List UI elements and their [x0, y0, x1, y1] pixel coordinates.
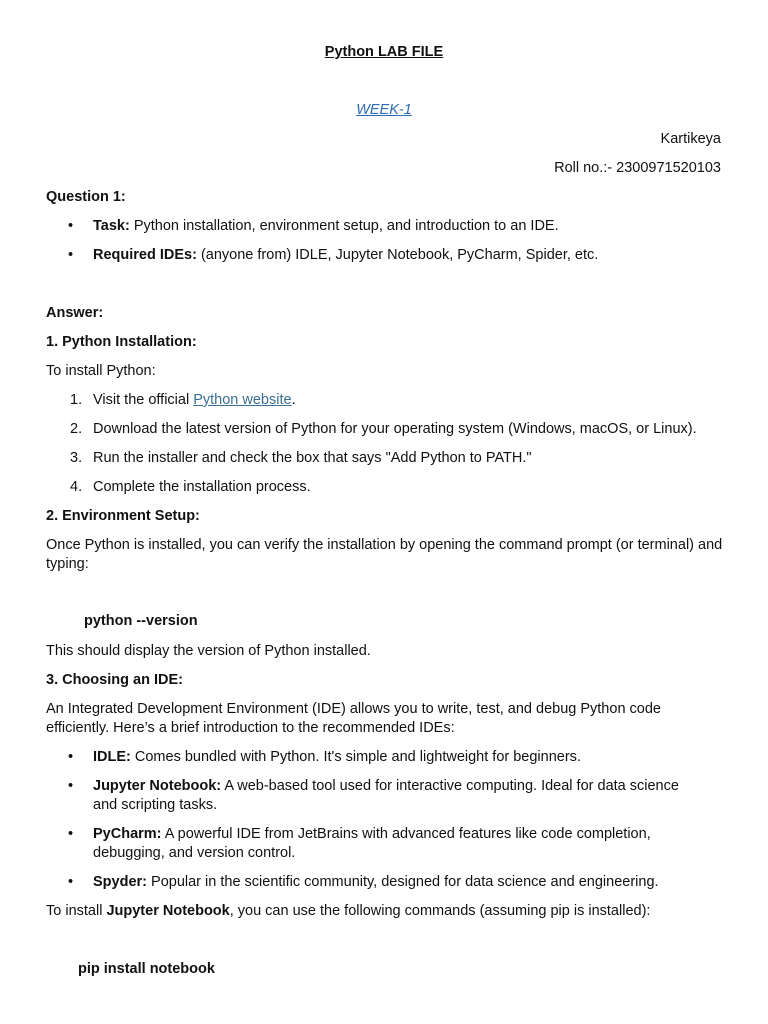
python-website-link[interactable]: Python website	[193, 392, 292, 408]
env-heading: 2. Environment Setup:	[46, 508, 200, 524]
jupyter-install-text: To install Jupyter Notebook, you can use the following commands (assuming pip is installed):	[46, 903, 651, 919]
bullet-marker: •	[68, 874, 74, 890]
document-page: Python LAB FILE WEEK-1 Kartikeya Roll no.:- 2300971520103 Question 1: • Task: Python installation, environment setup, and introduction to an IDE. • Required IDEs: (anyone from) IDLE, Jupyter Notebook, PyCharm, Spider, etc. Answer: 1. Python Installation: To install Python: 1. Visit the official Python website. 2. Download the latest version of Python for your operating system (Windows, macOS, or Linux). 3. Run the installer and check the box that says "Add Python to PATH." 4. Complete the installation process. 2. Environment Setup: Once Python is installed, you can verify the installation by opening the command prompt (or terminal) and typing: python --version This should display the version of Python installed. 3. Choosing an IDE: An Integrated Development Environment (IDE) allows you to write, test, and debug Python code efficiently. Here’s a brief introduction to the recommended IDEs: • IDLE: Comes bundled with Python. It's simple and lightweight for beginners. • Jupyter Notebook: A web-based tool used for interactive computing. Ideal for data science and scripting tasks. • PyCharm: A powerful IDE from JetBrains with advanced features like code completion, debugging, and version control. • Spyder: Popular in the scientific community, designed for data science and engineering. To install Jupyter Notebook, you can use the following commands (assuming pip is installed): pip install notebook	[0, 0, 768, 1024]
ide-heading: 3. Choosing an IDE:	[46, 672, 183, 688]
bullet-marker: •	[68, 749, 74, 765]
document-title: Python LAB FILE	[324, 44, 444, 60]
version-command: python --version	[84, 613, 198, 629]
pip-command: pip install notebook	[78, 961, 215, 977]
bullet-marker: •	[68, 247, 74, 263]
question-heading: Question 1:	[46, 189, 126, 205]
roll-number: Roll no.:- 2300971520103	[554, 160, 721, 176]
week-heading	[0, 101, 768, 120]
bullet-marker: •	[68, 826, 74, 842]
env-text: Once Python is installed, you can verify the installation by opening the command prompt (or terminal) and typing:	[46, 537, 723, 572]
bullet-marker: •	[68, 218, 74, 234]
author-name: Kartikeya	[660, 131, 721, 147]
week-link[interactable]: WEEK-1	[356, 102, 412, 118]
install-intro: To install Python:	[46, 363, 156, 379]
ide-intro: An Integrated Development Environment (IDE) allows you to write, test, and debug Python code efficiently. Here’s a brief introduction to the recommended IDEs:	[46, 701, 661, 736]
install-heading: 1. Python Installation:	[46, 334, 197, 350]
bullet-marker: •	[68, 778, 74, 794]
answer-heading: Answer:	[46, 305, 104, 321]
version-note: This should display the version of Python installed.	[46, 643, 371, 659]
